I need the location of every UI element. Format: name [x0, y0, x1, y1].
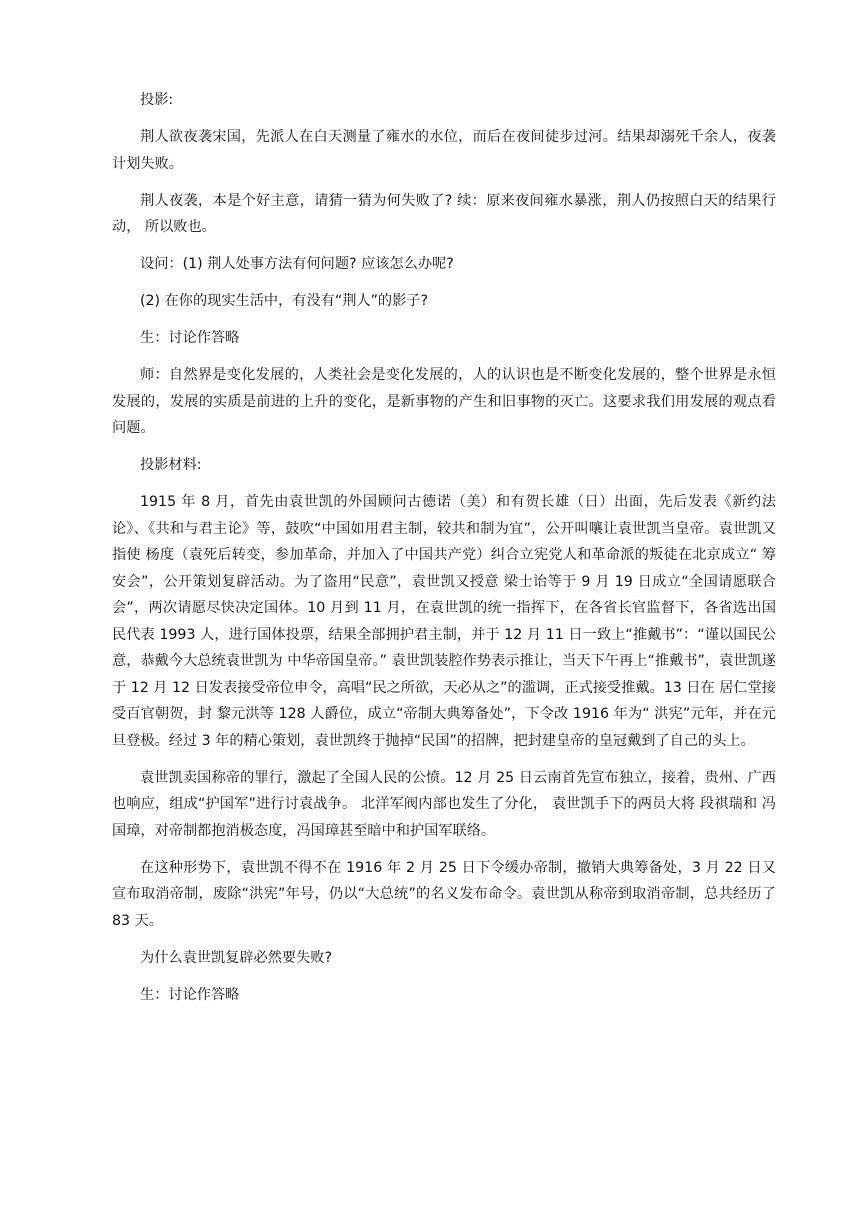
paragraph-question-2: (2) 在你的现实生活中，有没有“荆人”的影子?: [140, 293, 429, 309]
paragraph-question-1: 设问：(1) 荆人处事方法有何问题? 应该怎么办呢?: [140, 256, 454, 272]
paragraph-jing-question: 荆人夜袭，本是个好主意，请猜一猜为何失败了? 续：原来夜间雍水暴涨，荆人仍按照白天的结果行动， 所以败也。: [112, 192, 776, 235]
paragraph-student-answer: 生：讨论作答略: [140, 330, 240, 346]
paragraph-yuan-restoration: 1915 年 8 月，首先由袁世凯的外国顾问古德诺（美）和有贺长雄（日）出面，先后发表《新约法论》、《共和与君主论》等，鼓吹“中国如用君主制，较共和制为宜”，公开叫嚷让袁世凯当皇帝。袁世凯又指使 杨度（袁死后转变，参加革命，并加入了中国共产党）纠合立宪党人和革命派的叛徒在北京成立“ 筹安会”，公开策划复辟活动。为了盗用“民意”，袁世凯又授意 梁士诒等于 9 月 19 日成立“全国请愿联合会”，两次请愿尽快决定国体。10 月到 11 月，在袁世凯的统一指挥下，在各省长官监督下，各省选出国民代表 1993 人，进行国体投票，结果全部拥护君主制，并于 12 月 11 日一致上“推戴书”：“谨以国民公意，恭戴今大总统袁世凯为 中华帝国皇帝。” 袁世凯装腔作势表示推让，当天下午再上“推戴书”，袁世凯遂于 12 月 12 日发表接受帝位申令，高唱“民之所欲，天必从之”的滥调，正式接受推戴。13 日在 居仁堂接受百官朝贺，封 黎元洪等 128 人爵位，成立“帝制大典筹备处”，下令改 1916 年为“ 洪宪”元年，并在元旦登极。经过 3 年的精心策划，袁世凯终于抛掉“民国”的招牌，把封建皇帝的皇冠戴到了自己的头上。: [112, 494, 776, 749]
paragraph-student-answer-final: 生：讨论作答略: [140, 986, 240, 1003]
paragraph-jing-story: 荆人欲夜袭宋国，先派人在白天测量了雍水的水位，而后在夜间徒步过河。结果却溺死千余人，夜袭计划失败。: [112, 129, 776, 172]
paragraph-projection-label: 投影:: [140, 92, 174, 108]
paragraph-teacher-summary: 师：自然界是变化发展的，人类社会是变化发展的，人的认识也是不断变化发展的，整个世界是永恒发展的，发展的实质是前进的上升的变化，是新事物的产生和旧事物的灭亡。这要求我们用发展的观点看问题。: [112, 367, 776, 436]
document-body: [112, 87, 776, 1019]
paragraph-why-fail-question: 为什么袁世凯复辟必然要失败?: [140, 949, 332, 966]
paragraph-abolish-monarchy: 在这种形势下，袁世凯不得不在 1916 年 2 月 25 日下令缓办帝制，撤销大典筹备处，3 月 22 日又宣布取消帝制，废除“洪宪”年号，仍以“大总统”的名义发布命令。袁世凯从称帝到取消帝制，总共经历了 83 天。: [112, 859, 776, 929]
paragraph-national-outrage: 袁世凯卖国称帝的罪行，激起了全国人民的公愤。12 月 25 日云南首先宣布独立，接着，贵州、广西也响应，组成“护国军”进行讨袁战争。 北洋军阀内部也发生了分化， 袁世凯手下的两员大将 段祺瑞和 冯国璋，对帝制都抱消极态度，冯国璋甚至暗中和护国军联络。: [112, 769, 776, 839]
paragraph-material-label: 投影材料:: [140, 457, 202, 473]
